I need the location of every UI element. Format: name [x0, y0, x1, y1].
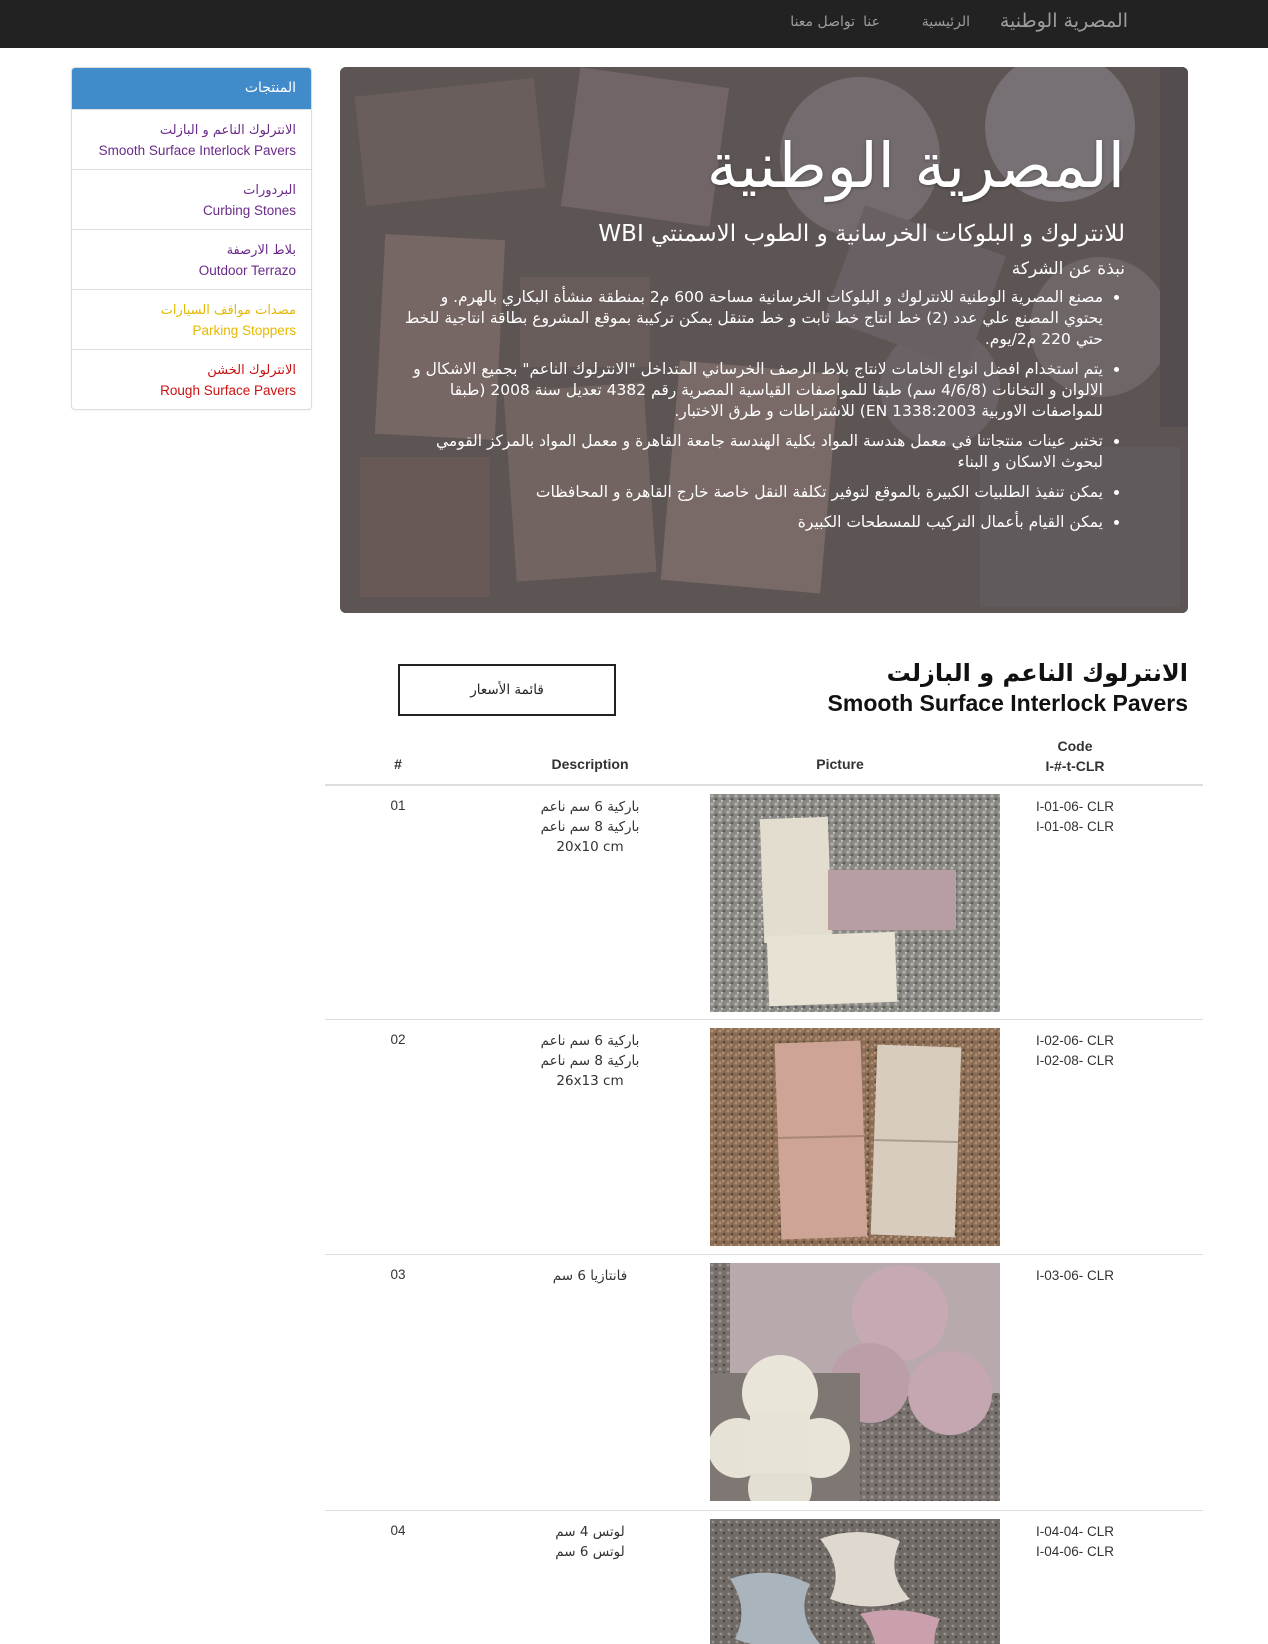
- row-number: 04: [390, 1523, 406, 1538]
- column-header-code-format: I-#-t-CLR: [1045, 758, 1105, 774]
- table-row: [325, 1510, 1203, 1644]
- row-code: I-02-08- CLR: [1035, 1053, 1115, 1068]
- sidebar-item-outdoor-terrazo[interactable]: [72, 229, 311, 289]
- row-description: [505, 797, 675, 857]
- row-description-line: باركية 8 سم ناعم: [540, 1053, 640, 1069]
- row-description-line: باركية 6 سم ناعم: [540, 799, 640, 815]
- sidebar-heading: المنتجات: [72, 68, 311, 109]
- price-list-button[interactable]: قائمة الأسعار: [398, 664, 616, 716]
- lotus-pavers-photo: [710, 1519, 1000, 1644]
- sidebar-item-curbing-stones[interactable]: [72, 169, 311, 229]
- section-title-en: Smooth Surface Interlock Pavers: [827, 690, 1188, 716]
- nav-link-home[interactable]: الرئيسية: [921, 14, 970, 30]
- products-sidebar: [71, 67, 312, 410]
- row-codes: [1030, 1522, 1120, 1562]
- column-header-description: Description: [551, 756, 629, 772]
- row-codes: [1030, 797, 1120, 837]
- row-description-line: فانتازيا 6 سم: [552, 1268, 628, 1284]
- navbar-brand[interactable]: المصرية الوطنية: [999, 10, 1128, 32]
- large-rectangular-pavers-photo: [710, 1028, 1000, 1246]
- hero-jumbotron: [340, 67, 1188, 613]
- hero-bullet: • يمكن تنفيذ الطلبيات الكبيرة بالموقع لتوفير تكلفة النقل خاصة خارج القاهرة و المحافظات: [403, 482, 1103, 503]
- sidebar-item-label-ar: مصدات مواقف السيارات: [160, 303, 296, 318]
- row-code: I-01-06- CLR: [1035, 799, 1115, 814]
- row-number: 01: [390, 798, 406, 813]
- column-header-picture: Picture: [816, 756, 864, 772]
- row-description-line: 26x13 cm: [556, 1073, 624, 1089]
- sidebar-item-rough-pavers[interactable]: [72, 349, 311, 409]
- row-codes: [1030, 1266, 1120, 1286]
- row-description-line: 20x10 cm: [556, 839, 624, 855]
- hero-subtitle: للانترلوك و البلوكات الخرسانية و الطوب الاسمنتي WBI: [598, 221, 1125, 247]
- sidebar-item-label-ar: البردورات: [243, 183, 296, 198]
- table-row: [325, 786, 1203, 1021]
- row-number: 03: [390, 1267, 406, 1282]
- sidebar-item-label-ar: الانترلوك الناعم و البازلت: [159, 123, 296, 138]
- hero-bullet: • مصنع المصرية الوطنية للانترلوك و البلوكات الخرسانية مساحة 600 م2 بمنطقة منشأة البكاري بالهرم. و يحتوي المصنع علي عدد (2) خط انتاج خط ثابت و خط متنقل يمكن تركيبة بموقع المشروع بطاقة انتاجية للخط حتي 220 م2/يوم.: [403, 287, 1103, 350]
- hero-bullet: • يمكن القيام بأعمال التركيب للمسطحات الكبيرة: [403, 512, 1103, 533]
- fantasia-pavers-photo: [710, 1263, 1000, 1501]
- row-description-line: لوتس 6 سم: [555, 1544, 625, 1560]
- row-description: [505, 1031, 675, 1091]
- hero-bullet-list: [403, 287, 1125, 542]
- row-description-line: باركية 8 سم ناعم: [540, 819, 640, 835]
- rectangular-pavers-photo: [710, 794, 1000, 1012]
- row-code: I-04-04- CLR: [1035, 1524, 1115, 1539]
- column-header-code: [1030, 736, 1120, 776]
- top-navbar: [0, 0, 1268, 48]
- row-code: I-02-06- CLR: [1035, 1033, 1115, 1048]
- sidebar-item-smooth-pavers[interactable]: [72, 109, 311, 169]
- sidebar-item-label-ar: الانترلوك الخشن: [207, 363, 296, 378]
- column-header-code-label: Code: [1057, 738, 1093, 754]
- nav-link-about[interactable]: عنا: [863, 14, 880, 30]
- section-title-ar: الانترلوك الناعم و البازلت: [886, 659, 1188, 687]
- sidebar-item-label-en: Rough Surface Pavers: [160, 383, 296, 398]
- sidebar-item-label-en: Parking Stoppers: [192, 323, 296, 338]
- row-codes: [1030, 1031, 1120, 1071]
- table-row: [325, 1019, 1203, 1255]
- sidebar-item-label-en: Outdoor Terrazo: [198, 263, 296, 278]
- sidebar-item-label-en: Curbing Stones: [202, 203, 296, 218]
- row-code: I-04-06- CLR: [1035, 1544, 1115, 1559]
- row-number: 02: [390, 1032, 406, 1047]
- hero-about-heading: نبذة عن الشركة: [1011, 259, 1125, 279]
- nav-link-contact[interactable]: تواصل معنا: [790, 14, 855, 30]
- row-description-line: لوتس 4 سم: [555, 1524, 625, 1540]
- column-header-number: #: [394, 756, 402, 772]
- hero-title: المصرية الوطنية: [706, 129, 1125, 202]
- hero-bullet: • يتم استخدام افضل انواع الخامات لانتاج بلاط الرصف الخرساني المتداخل "الانترلوك الناعم" بجميع الاشكال و الالوان و التخانات (4/6/8 سم) طبقا للمواصفات القياسية المصرية رقم 4382 تعديل سنة 2008 (طبقا للمواصفات الاوربية EN 1338:2003) للاشتراطات و طرق الاختبار.: [403, 359, 1103, 422]
- hero-bullet: • تختبر عينات منتجاتنا في معمل هندسة المواد بكلية الهندسة جامعة القاهرة و معمل المواد بالمركز القومي لبحوث الاسكان و البناء: [403, 431, 1103, 473]
- sidebar-item-label-en: Smooth Surface Interlock Pavers: [98, 143, 296, 158]
- sidebar-item-label-ar: بلاط الارصفة: [226, 243, 296, 258]
- row-description: [505, 1522, 675, 1562]
- products-table-header: [325, 730, 1203, 786]
- row-code: I-01-08- CLR: [1035, 819, 1115, 834]
- row-code: I-03-06- CLR: [1035, 1268, 1115, 1283]
- row-description-line: باركية 6 سم ناعم: [540, 1033, 640, 1049]
- row-description: [505, 1266, 675, 1286]
- table-row: [325, 1254, 1203, 1490]
- sidebar-item-parking-stoppers[interactable]: [72, 289, 311, 349]
